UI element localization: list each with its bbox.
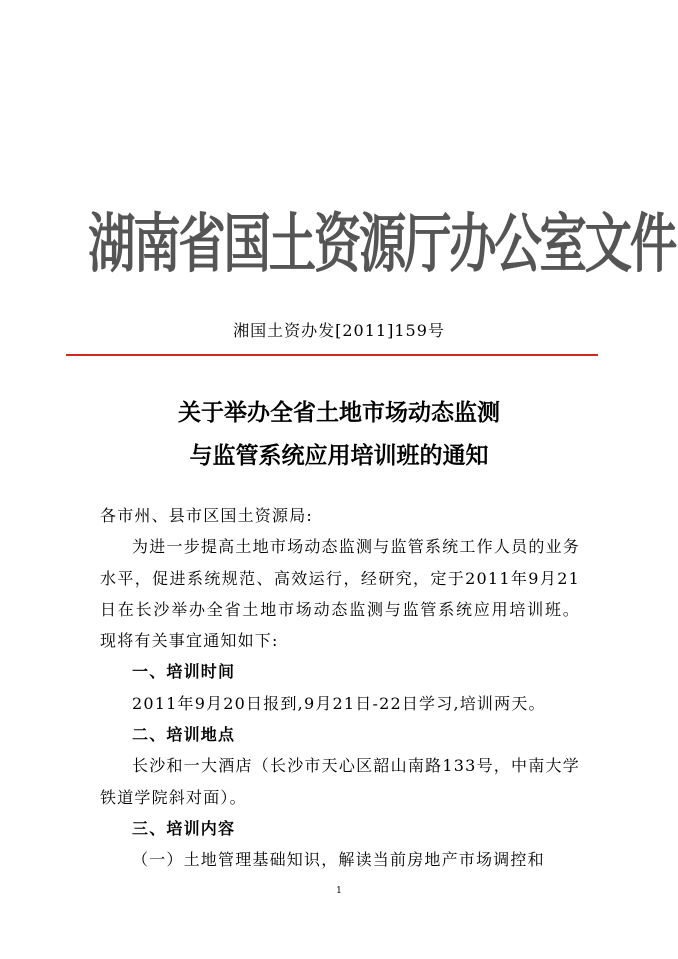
document-masthead: 湖南省国土资源厅办公室文件 bbox=[88, 208, 675, 282]
section-heading-time: 一、培训时间 bbox=[132, 662, 236, 682]
intro-paragraph: 为进一步提高土地市场动态监测与监管系统工作人员的业务水平，促进系统规范、高效运行，经研究，定于2011年9月21日在长沙举办全省土地市场动态监测与监管系统应用培训班。现将有关事宜通知如下: bbox=[100, 537, 580, 651]
section-text-location: 长沙和一大酒店（长沙市天心区韶山南路133号，中南大学铁道学院斜对面）。 bbox=[100, 756, 580, 807]
section-text-content-item-1: （一）土地管理基础知识，解读当前房地产市场调控和 bbox=[132, 850, 545, 870]
page-number: 1 bbox=[336, 886, 342, 896]
document-title-line-1: 关于举办全省土地市场动态监测 bbox=[178, 400, 500, 426]
section-heading-content: 三、培训内容 bbox=[132, 818, 236, 838]
section-text-time: 2011年9月20日报到,9月21日-22日学习,培训两天。 bbox=[132, 693, 546, 713]
document-body bbox=[100, 500, 580, 876]
section-heading-location: 二、培训地点 bbox=[132, 725, 236, 745]
salutation: 各市州、县市区国土资源局: bbox=[100, 506, 313, 525]
document-title-line-2: 与监管系统应用培训班的通知 bbox=[189, 443, 489, 469]
document-number: 湘国土资办发[2011]159号 bbox=[233, 321, 445, 340]
red-divider-line bbox=[66, 354, 598, 356]
